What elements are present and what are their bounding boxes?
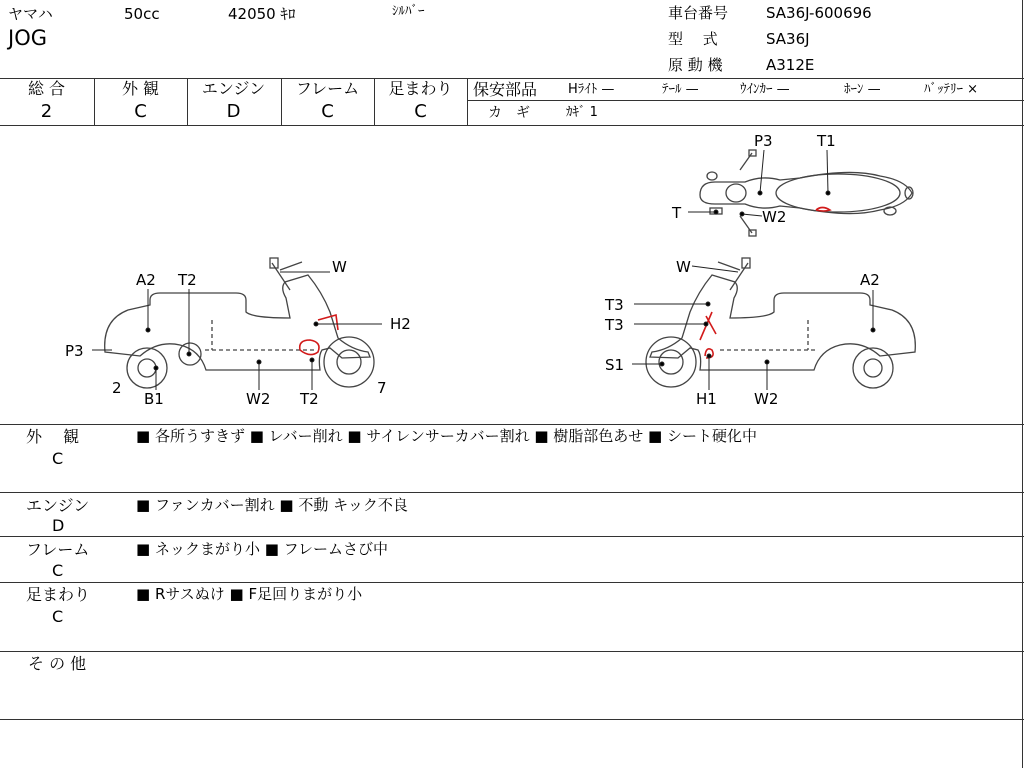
engine-label: 原 動 機 bbox=[668, 56, 723, 74]
inspection-diagram bbox=[0, 126, 1020, 423]
section-exterior-grade: C bbox=[52, 449, 64, 468]
safety-winker: ｳｲﾝｶｰ — bbox=[740, 82, 790, 97]
leader-lines bbox=[92, 150, 875, 390]
section-suspension-notes: ■ Rサスぬけ ■ F足回りまがり小 bbox=[136, 585, 363, 603]
label-left-w: W bbox=[332, 258, 347, 276]
label-right-s1: S1 bbox=[605, 356, 625, 374]
grade-engine-value: D bbox=[226, 101, 241, 122]
label-right-a2: A2 bbox=[860, 271, 880, 289]
section-frame-notes: ■ ネックまがり小 ■ フレームさび中 bbox=[136, 540, 389, 558]
label-top-p3: P3 bbox=[754, 132, 773, 150]
section-suspension-label: 足まわり bbox=[26, 585, 91, 604]
engine-code: A312E bbox=[766, 56, 815, 74]
divider bbox=[467, 78, 468, 125]
label-right-w: W bbox=[676, 258, 691, 276]
grade-suspension-label: 足まわり bbox=[388, 79, 453, 98]
key-label: カ ギ bbox=[488, 105, 530, 121]
label-top-w2: W2 bbox=[762, 208, 787, 226]
divider bbox=[0, 719, 1024, 720]
label-left-h2: H2 bbox=[390, 315, 411, 333]
label-left-b1: B1 bbox=[144, 390, 164, 408]
grade-frame-label: フレーム bbox=[295, 79, 360, 98]
grade-exterior-value: C bbox=[134, 101, 147, 122]
label-left-7: 7 bbox=[377, 379, 387, 397]
label-left-t2: T2 bbox=[178, 271, 197, 289]
model-name: JOG bbox=[8, 26, 47, 50]
displacement: 50cc bbox=[124, 5, 160, 23]
divider bbox=[468, 100, 1024, 101]
safety-battery: ﾊﾞｯﾃﾘｰ × bbox=[924, 82, 979, 97]
label-right-h1: H1 bbox=[696, 390, 717, 408]
scooter-top-view bbox=[700, 150, 913, 236]
divider bbox=[0, 492, 1024, 493]
divider bbox=[0, 536, 1024, 537]
grade-engine-label: エンジン bbox=[201, 79, 266, 98]
section-engine-grade: D bbox=[52, 516, 65, 535]
safety-parts-label: 保安部品 bbox=[473, 80, 538, 99]
frame-number: SA36J-600696 bbox=[766, 4, 872, 22]
grade-overall-value: 2 bbox=[40, 101, 53, 122]
section-engine-label: エンジン bbox=[26, 496, 90, 515]
section-frame-grade: C bbox=[52, 561, 64, 580]
mileage: 42050 ｷﾛ bbox=[228, 5, 296, 23]
label-right-w2: W2 bbox=[754, 390, 779, 408]
label-left-t2-lower: T2 bbox=[300, 390, 319, 408]
label-left-p3: P3 bbox=[65, 342, 84, 360]
model-type: SA36J bbox=[766, 30, 810, 48]
body-color: ｼﾙﾊﾞｰ bbox=[392, 4, 425, 19]
label-right-t3: T3 bbox=[605, 296, 624, 314]
grade-frame-value: C bbox=[321, 101, 334, 122]
divider bbox=[0, 582, 1024, 583]
label-top-t: T bbox=[672, 204, 682, 222]
grade-suspension-value: C bbox=[414, 101, 427, 122]
maker-name: ヤマハ bbox=[8, 5, 53, 23]
label-left-a2: A2 bbox=[136, 271, 156, 289]
safety-headlight: Hﾗｲﾄ — bbox=[568, 82, 615, 97]
section-engine-notes: ■ ファンカバー割れ ■ 不動 キック不良 bbox=[136, 496, 408, 514]
section-exterior-notes: ■ 各所うすきず ■ レバー削れ ■ サイレンサーカバー割れ ■ 樹脂部色あせ ■ シート硬化中 bbox=[136, 427, 758, 445]
label-left-w2: W2 bbox=[246, 390, 271, 408]
grade-exterior-label: 外 観 bbox=[121, 79, 160, 98]
key-count: ｶｷﾞ 1 bbox=[566, 105, 598, 120]
section-exterior-label: 外 観 bbox=[26, 427, 80, 446]
divider bbox=[0, 651, 1024, 652]
label-left-2: 2 bbox=[112, 379, 122, 397]
divider bbox=[1022, 0, 1023, 768]
section-other-label: そ の 他 bbox=[28, 654, 87, 673]
label-right-t3-lower: T3 bbox=[605, 316, 624, 334]
model-type-label: 型 式 bbox=[668, 30, 718, 48]
grade-overall-label: 総 合 bbox=[27, 79, 66, 98]
divider bbox=[0, 424, 1024, 425]
section-frame-label: フレーム bbox=[26, 540, 90, 559]
frame-number-label: 車台番号 bbox=[668, 4, 729, 22]
label-top-t1: T1 bbox=[817, 132, 836, 150]
safety-taillight: ﾃｰﾙ — bbox=[662, 82, 699, 97]
section-suspension-grade: C bbox=[52, 607, 64, 626]
safety-horn: ﾎｰﾝ — bbox=[844, 82, 881, 97]
